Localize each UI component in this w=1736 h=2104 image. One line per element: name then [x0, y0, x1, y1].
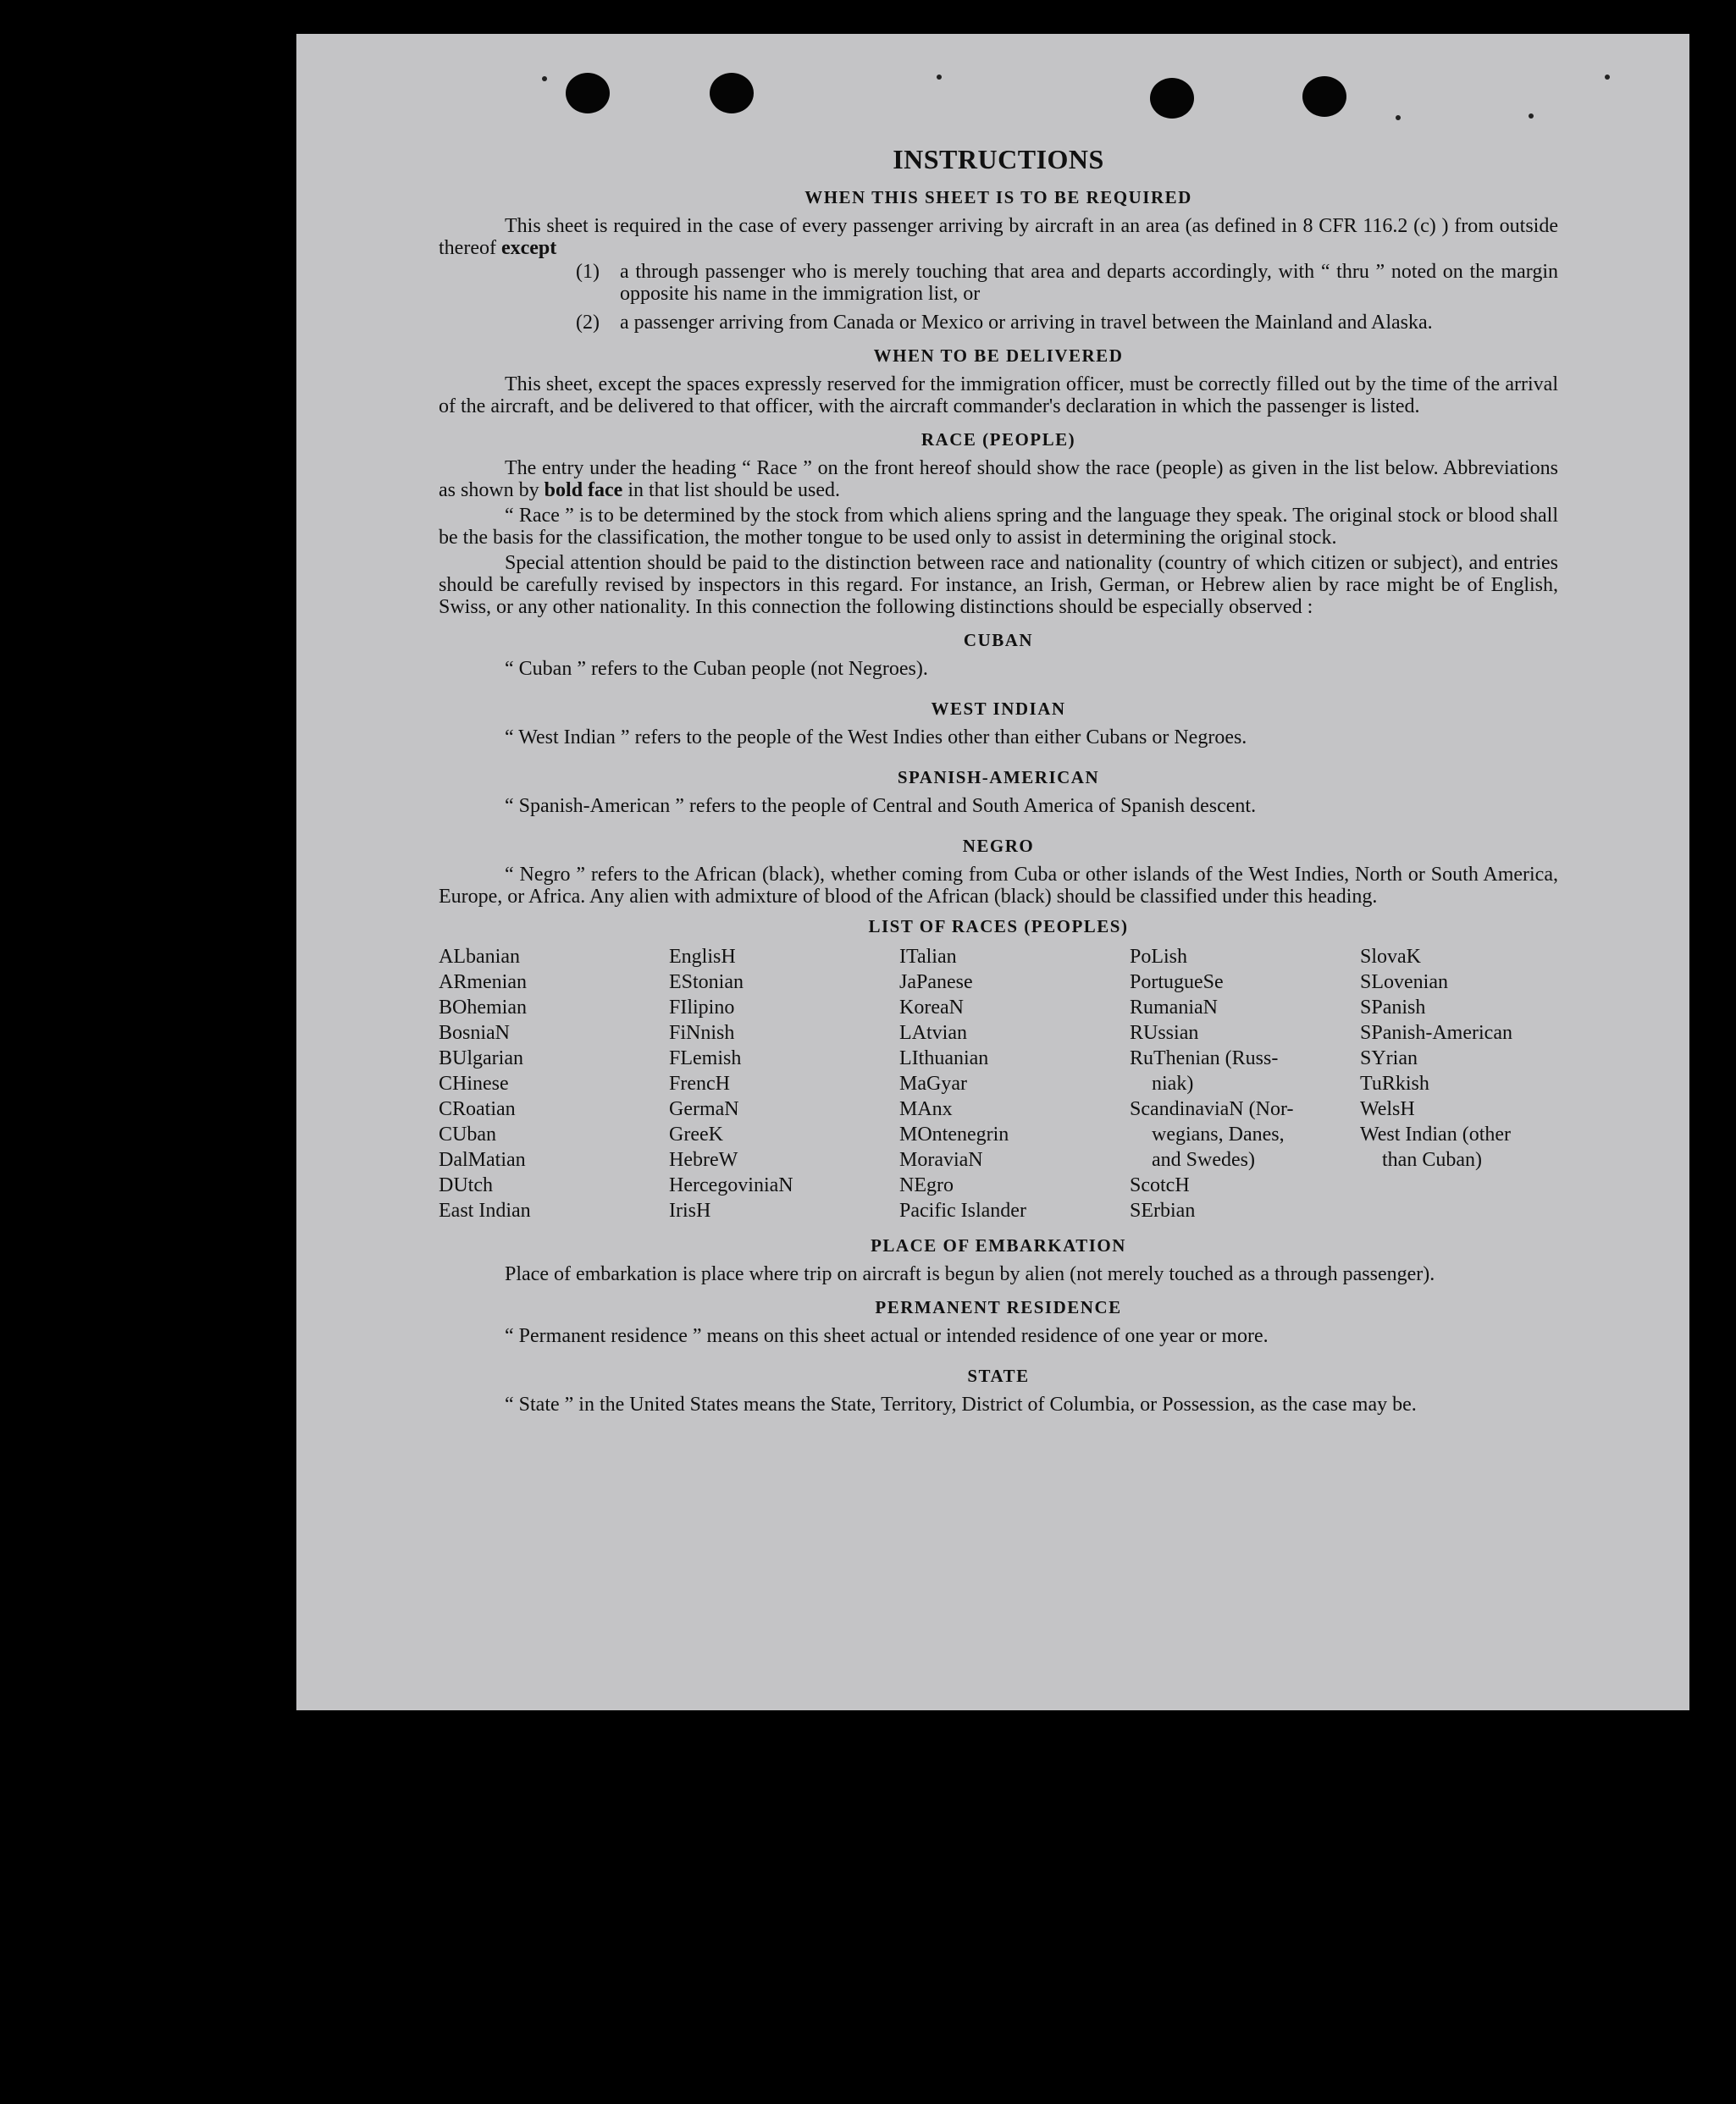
race-entry: MOntenegrin	[899, 1124, 1009, 1146]
exception-item	[576, 261, 1558, 305]
race-entry: SPanish-American	[1360, 1022, 1512, 1044]
cuban-text: “ Cuban ” refers to the Cuban people (not Negroes).	[505, 658, 928, 680]
races-column-4	[1130, 944, 1360, 1223]
race-entry: GermaN	[669, 1098, 739, 1120]
race-entry: EStonian	[669, 971, 744, 993]
race-entry-continuation: niak)	[1152, 1073, 1194, 1095]
race-entry: FIlipino	[669, 997, 735, 1019]
race-entry: BOhemian	[439, 997, 527, 1019]
ink-speck	[1529, 113, 1534, 119]
punch-hole	[566, 73, 610, 113]
race-entry: BosniaN	[439, 1022, 510, 1044]
exception-number: (1)	[576, 261, 600, 283]
race-entry: MoraviaN	[899, 1149, 983, 1171]
race-entry: NEgro	[899, 1174, 954, 1196]
race-entry: RUssian	[1130, 1022, 1199, 1044]
heading-state: STATE	[967, 1366, 1030, 1386]
spanish-american-text: “ Spanish-American ” refers to the people of Central and South America of Spanish descent.	[505, 795, 1257, 817]
race-entry: SErbian	[1130, 1200, 1196, 1222]
race-entry: CHinese	[439, 1073, 509, 1095]
heading-negro: NEGRO	[962, 836, 1035, 856]
race-entry: ScotcH	[1130, 1174, 1190, 1196]
race-entry: LAtvian	[899, 1022, 967, 1044]
race-entry: FiNnish	[669, 1022, 735, 1044]
exception-item	[576, 312, 1558, 334]
race-entry: LIthuanian	[899, 1047, 989, 1069]
heading-west-indian: WEST INDIAN	[931, 699, 1066, 719]
race-paragraph: The entry under the heading “ Race ” on the front hereof should show the race (people) as given in the list below. Abbreviations as shown by bold face in that list should be used.	[439, 457, 1558, 501]
race-entry: ALbanian	[439, 946, 520, 968]
race-entry: GreeK	[669, 1124, 723, 1146]
except-word: except	[500, 237, 557, 259]
heading-when-delivered: WHEN TO BE DELIVERED	[873, 345, 1124, 366]
races-column-2	[669, 944, 899, 1223]
heading-list-of-races: LIST OF RACES (PEOPLES)	[868, 916, 1129, 936]
punch-hole	[710, 73, 754, 113]
race-entry: PoLish	[1130, 946, 1188, 968]
delivered-text: This sheet, except the spaces expressly reserved for the immigration officer, must be correctly filled out by the time of the arrival of the aircraft, and be delivered to that officer, with the aircraft commander's declaration in which the passenger is listed.	[439, 373, 1558, 417]
race-entry-continuation: wegians, Danes,	[1152, 1124, 1285, 1146]
heading-spanish-american: SPANISH-AMERICAN	[897, 767, 1100, 787]
ink-speck	[937, 75, 942, 80]
race-entry: JaPanese	[899, 971, 973, 993]
heading-permanent-residence: PERMANENT RESIDENCE	[875, 1297, 1122, 1317]
punch-hole	[1150, 78, 1194, 119]
race-entry: DalMatian	[439, 1149, 526, 1171]
race-paragraph: Special attention should be paid to the distinction between race and nationality (country of which citizen or subject), and entries should be carefully revised by inspectors in this regard. For instance, an Irish, German, or Hebrew alien by race might be of English, Swiss, or any other nationality. In this connection the following distinctions should be especially observed :	[439, 552, 1558, 618]
exception-number: (2)	[576, 312, 600, 334]
exception-text: a through passenger who is merely touching that area and departs accordingly, with “ thru ” noted on the margin opposite his name in the immigration list, or	[620, 261, 1558, 305]
race-entry: KoreaN	[899, 997, 964, 1019]
race-entry: ScandinaviaN (Nor-	[1130, 1098, 1294, 1120]
document-sheet	[296, 34, 1689, 1710]
race-entry: CRoatian	[439, 1098, 516, 1120]
race-entry: RumaniaN	[1130, 997, 1218, 1019]
race-entry: DUtch	[439, 1174, 493, 1196]
race-entry: ITalian	[899, 946, 957, 968]
race-entry: Pacific Islander	[899, 1200, 1026, 1222]
race-entry: MAnx	[899, 1098, 953, 1120]
ink-speck	[1396, 115, 1401, 120]
races-column-1	[439, 944, 669, 1223]
race-entry: FLemish	[669, 1047, 742, 1069]
race-entry: RuThenian (Russ-	[1130, 1047, 1279, 1069]
west-indian-text: “ West Indian ” refers to the people of the West Indies other than either Cubans or Negroes.	[505, 726, 1247, 748]
race-entry: WelsH	[1360, 1098, 1415, 1120]
race-entry: CUban	[439, 1124, 496, 1146]
exception-text: a passenger arriving from Canada or Mexico or arriving in travel between the Mainland and Alaska.	[620, 312, 1433, 334]
race-entry: BUlgarian	[439, 1047, 523, 1069]
ink-speck	[542, 76, 547, 81]
heading-when-required: WHEN THIS SHEET IS TO BE REQUIRED	[804, 187, 1192, 207]
race-entry: FrencH	[669, 1073, 730, 1095]
state-text: “ State ” in the United States means the State, Territory, District of Columbia, or Possession, as the case may be.	[505, 1394, 1417, 1416]
race-entry: HercegoviniaN	[669, 1174, 793, 1196]
race-entry: West Indian (other	[1360, 1124, 1512, 1146]
race-entry-continuation: and Swedes)	[1152, 1149, 1255, 1171]
instructions-content	[439, 144, 1558, 1416]
race-entry: SPanish	[1360, 997, 1426, 1019]
heading-place-of-embarkation: PLACE OF EMBARKATION	[871, 1235, 1126, 1256]
heading-race: RACE (PEOPLE)	[921, 429, 1076, 450]
race-entry: TuRkish	[1360, 1073, 1429, 1095]
race-paragraph: “ Race ” is to be determined by the stock from which aliens spring and the language they speak. The original stock or blood shall be the basis for the classification, the mother tongue to be used only to assist in determining the original stock.	[439, 505, 1558, 549]
race-entry: PortugueSe	[1130, 971, 1224, 993]
races-column-5	[1360, 944, 1563, 1223]
races-list	[439, 944, 1558, 1223]
race-entry: IrisH	[669, 1200, 711, 1222]
page-title: INSTRUCTIONS	[893, 144, 1104, 174]
race-entry: EnglisH	[669, 946, 736, 968]
races-column-3	[899, 944, 1130, 1223]
race-entry: MaGyar	[899, 1073, 967, 1095]
race-entry-continuation: than Cuban)	[1382, 1149, 1482, 1171]
race-entry: East Indian	[439, 1200, 531, 1222]
race-entry: HebreW	[669, 1149, 738, 1171]
punch-hole	[1302, 76, 1346, 117]
embarkation-text: Place of embarkation is place where trip on aircraft is begun by alien (not merely touched as a through passenger).	[505, 1263, 1435, 1285]
heading-cuban: CUBAN	[963, 630, 1034, 650]
ink-speck	[1605, 75, 1610, 80]
residence-text: “ Permanent residence ” means on this sheet actual or intended residence of one year or more.	[505, 1325, 1269, 1347]
bold-face-word: bold face	[544, 479, 623, 501]
required-intro: This sheet is required in the case of every passenger arriving by aircraft in an area (as defined in 8 CFR 116.2 (c) ) from outside thereof except	[439, 215, 1558, 259]
race-entry: SLovenian	[1360, 971, 1448, 993]
race-entry: SYrian	[1360, 1047, 1418, 1069]
race-entry: ARmenian	[439, 971, 527, 993]
race-entry: SlovaK	[1360, 946, 1421, 968]
negro-text: “ Negro ” refers to the African (black), whether coming from Cuba or other islands of the West Indies, North or South America, Europe, or Africa. Any alien with admixture of blood of the African (black) should be classified under this heading.	[439, 864, 1558, 908]
